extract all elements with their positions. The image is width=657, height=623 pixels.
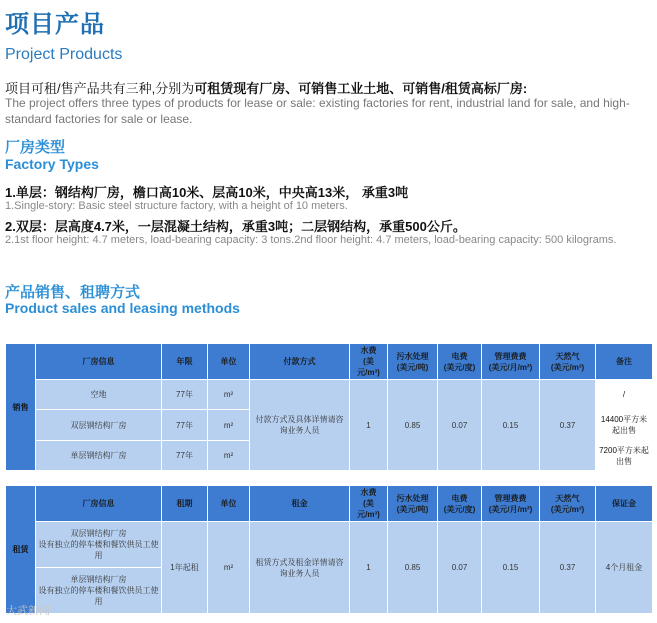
page-title: 项目产品 [5, 10, 105, 38]
lease-header-sewage: 污水处理 (美元/吨) [388, 486, 438, 522]
page-subtitle: Project Products [5, 46, 123, 63]
sale-header-mgmt: 管理费费 (美元/月/m²) [482, 344, 540, 380]
lease-electric: 0.07 [438, 522, 482, 614]
factory-type-2-cn: 2.双层：层高度4.7米，一层混凝土结构，承重3吨；二层钢结构，承重500公斤。 [5, 219, 466, 234]
intro-prefix: 项目可租/售产品共有三种,分别为 [5, 81, 195, 96]
factory-type-1-cn: 1.单层：钢结构厂房，檐口高10米、层高10米，中央高13米， 承重3吨 [5, 185, 409, 200]
sale-side-label: 销售 [6, 344, 36, 471]
sale-sewage: 0.85 [388, 380, 438, 471]
lease-header-row [6, 486, 653, 522]
lease-header-unit: 单位 [208, 486, 250, 522]
lease-gas: 0.37 [540, 522, 596, 614]
intro-text-en: The project offers three types of products for lease or sale: existing factories for rent, industrial land for sale, and high-standard factories for sale or lease. [5, 96, 630, 126]
sale-row-3-term: 77年 [162, 441, 208, 471]
lease-header-deposit: 保证金 [596, 486, 653, 522]
sale-header-sewage: 污水处理 (美元/吨) [388, 344, 438, 380]
lease-table [5, 485, 653, 614]
lease-header-rent: 租金 [250, 486, 350, 522]
lease-term: 1年起租 [162, 522, 208, 614]
factory-type-1-en: 1.Single-story: Basic steel structure factory, with a height of 10 meters. [5, 200, 348, 212]
lease-water: 1 [350, 522, 388, 614]
sale-header-term: 年限 [162, 344, 208, 380]
lease-header-term: 租期 [162, 486, 208, 522]
sale-row-1-unit: m² [208, 380, 250, 410]
lease-header-water: 水费 (美元/m³) [350, 486, 388, 522]
lease-row-2-info: 单层钢结构厂房 设有独立的停车楼和餐饮供员工使用 [36, 568, 162, 614]
sale-header-unit: 单位 [208, 344, 250, 380]
sale-header-gas: 天然气 (美元/m³) [540, 344, 596, 380]
sale-header-electric: 电费 (美元/度) [438, 344, 482, 380]
sale-header-row [6, 344, 653, 380]
watermark: 大武新闻 [6, 605, 50, 617]
lease-header-info: 厂房信息 [36, 486, 162, 522]
lease-side-label: 租赁 [6, 486, 36, 614]
lease-rent: 租赁方式及租金详情请咨询业务人员 [250, 522, 350, 614]
sale-mgmt: 0.15 [482, 380, 540, 471]
sale-row-3-note: 7200平方米起出售 [596, 441, 653, 471]
methods-heading-en: Product sales and leasing methods [5, 300, 240, 316]
intro-bold: 可租赁现有厂房、可销售工业土地、可销售/租赁高标厂房: [194, 81, 528, 96]
sale-row-2-term: 77年 [162, 410, 208, 441]
sale-row-1-term: 77年 [162, 380, 208, 410]
sale-header-info: 厂房信息 [36, 344, 162, 380]
sale-table [5, 343, 653, 471]
sale-row-2-unit: m² [208, 410, 250, 441]
sale-row-3-unit: m² [208, 441, 250, 471]
methods-heading-cn: 产品销售、租聘方式 [5, 283, 141, 301]
sale-gas: 0.37 [540, 380, 596, 471]
factory-type-2-en: 2.1st floor height: 4.7 meters, load-bearing capacity: 3 tons.2nd floor height: 4.7 meters, load-bearing capacity: 500 kilograms. [5, 234, 617, 246]
lease-mgmt: 0.15 [482, 522, 540, 614]
sale-row-2-info: 双层钢结构厂房 [36, 410, 162, 441]
sale-electric: 0.07 [438, 380, 482, 471]
sale-header-water: 水费 (美元/m³) [350, 344, 388, 380]
lease-deposit: 4个月租金 [596, 522, 653, 614]
lease-header-electric: 电费 (美元/度) [438, 486, 482, 522]
table-row [6, 522, 653, 568]
lease-sewage: 0.85 [388, 522, 438, 614]
sale-header-note: 备注 [596, 344, 653, 380]
lease-unit: m² [208, 522, 250, 614]
table-row [6, 380, 653, 410]
factory-types-heading-cn: 厂房类型 [5, 138, 66, 156]
lease-header-mgmt: 管理费费 (美元/月/m²) [482, 486, 540, 522]
sale-row-1-info: 空地 [36, 380, 162, 410]
sale-row-1-note: / [596, 380, 653, 410]
sale-water: 1 [350, 380, 388, 471]
lease-row-1-info: 双层钢结构厂房 设有独立的停车楼和餐饮供员工使用 [36, 522, 162, 568]
sale-row-2-note: 14400平方米起出售 [596, 410, 653, 441]
factory-types-heading-en: Factory Types [5, 156, 99, 172]
sale-row-3-info: 单层钢结构厂房 [36, 441, 162, 471]
sale-payment: 付款方式及具体详情请咨询业务人员 [250, 380, 350, 471]
lease-header-gas: 天然气 (美元/m³) [540, 486, 596, 522]
sale-header-payment: 付款方式 [250, 344, 350, 380]
